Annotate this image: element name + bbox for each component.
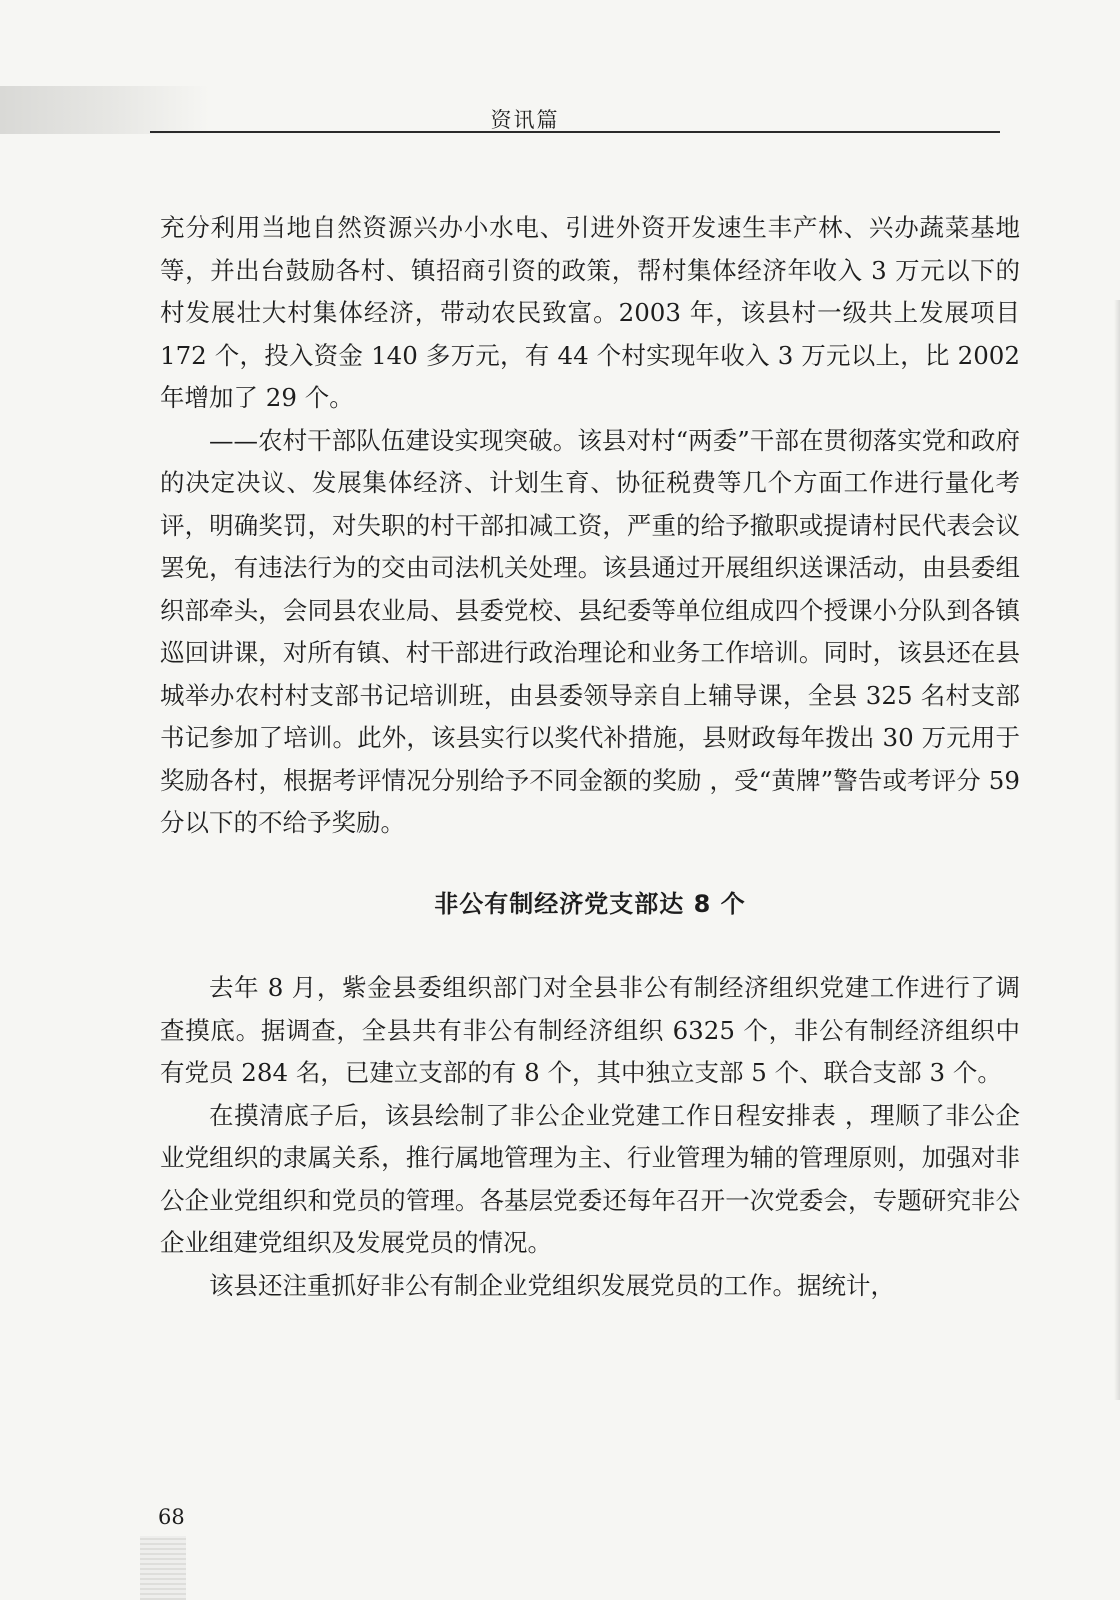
section-paragraph-survey: 去年 8 月，紫金县委组织部门对全县非公有制经济组织党建工作进行了调查摸底。据调查，全县共有非公有制经济组织 6325 个，非公有制经济组织中有党员 284 名，已建立支部的有 8 个，其中独立支部 5 个、联合支部 3 个。 <box>160 973 1020 1087</box>
paragraph-cadre-building: ——农村干部队伍建设实现突破。该县对村“两委”干部在贯彻落实党和政府的决定决议、发展集体经济、计划生育、协征税费等几个方面工作进行量化考评，明确奖罚，对失职的村干部扣减工资，严重的给予撤职或提请村民代表会议罢免，有违法行为的交由司法机关处理。该县通过开展组织送课活动，由县委组织部牵头，会同县农业局、县委党校、县纪委等单位组成四个授课小分队到各镇巡回讲课，对所有镇、村干部进行政治理论和业务工作培训。同时，该县还在县城举办农村村支部书记培训班，由县委领导亲自上辅导课，全县 325 名村支部书记参加了培训。此外，该县实行以奖代补措施，县财政每年拨出 30 万元用于奖励各村，根据考评情况分别给予不同金额的奖励 ，受“黄牌”警告或考评分 59 分以下的不给予奖励。 <box>160 425 1020 837</box>
page-number: 68 <box>158 1505 185 1529</box>
paragraph-continued: 充分利用当地自然资源兴办小水电、引进外资开发速生丰产林、兴办蔬菜基地等，并出台鼓励各村、镇招商引资的政策，帮村集体经济年收入 3 万元以下的村发展壮大村集体经济，带动农民致富。2003 年，该县村一级共上发展项目 172 个，投入资金 140 多万元，有 44 个村实现年收入 3 万元以上，比 2002 年增加了 29 个。 <box>160 213 1020 412</box>
header-rule <box>150 131 1000 133</box>
section-paragraph-recruitment: 该县还注重抓好非公有制企业党组织发展党员的工作。据统计， <box>209 1270 895 1300</box>
section-paragraph-management: 在摸清底子后，该县绘制了非公企业党建工作日程安排表 ，理顺了非公企业党组织的隶属关系，推行属地管理为主、行业管理为辅的管理原则，加强对非公企业党组织和党员的管理。各基层党委还每年召开一次党委会，专题研究非公企业组建党组织及发展党员的情况。 <box>160 1100 1020 1257</box>
scan-shadow-right <box>1114 300 1120 1400</box>
scan-shadow-top <box>0 86 210 134</box>
section-title: 非公有制经济党支部达 8 个 <box>434 889 746 918</box>
body-text <box>160 207 1020 1307</box>
running-head: 资讯篇 <box>490 108 560 132</box>
scan-artifact-bottom <box>140 1536 186 1600</box>
